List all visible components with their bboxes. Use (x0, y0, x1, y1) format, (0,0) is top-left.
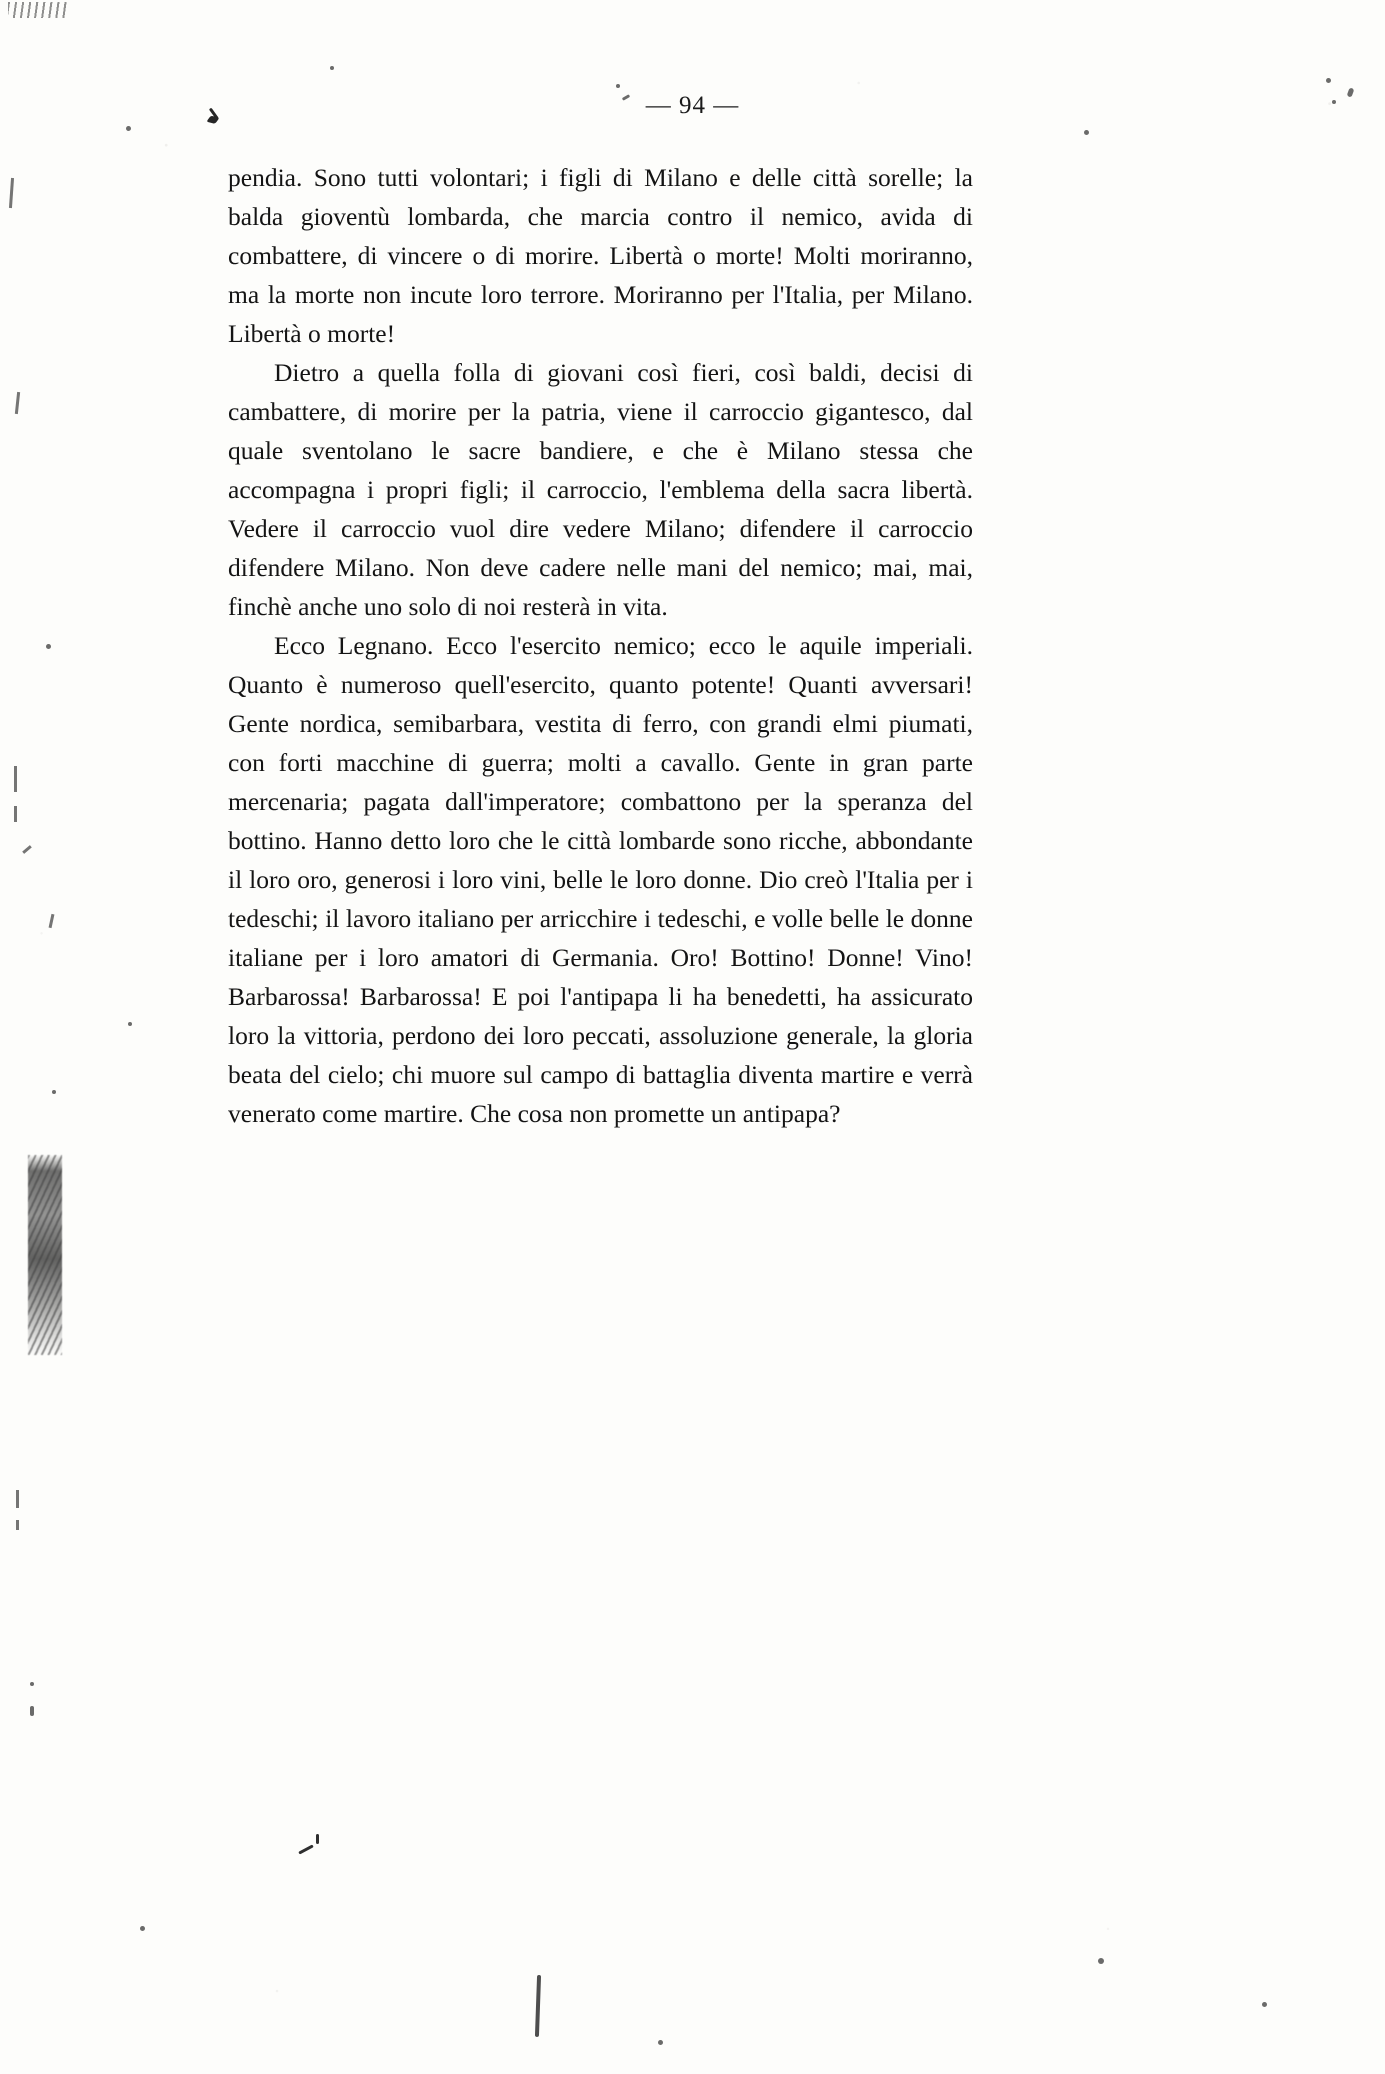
scan-artifact-hairline (14, 806, 17, 822)
scan-artifact-speck (658, 2040, 663, 2045)
scan-artifact-top-left (8, 2, 68, 18)
scan-artifact-speck (616, 84, 620, 88)
scan-artifact-speck (1098, 1958, 1104, 1964)
scan-artifact-hairline (16, 1490, 19, 1508)
scan-artifact-speck (46, 644, 51, 649)
scan-artifact-speck (330, 66, 334, 70)
scan-artifact-bottom-stroke (535, 1975, 541, 2037)
paragraph: Dietro a quella folla di giovani così fieri, così baldi, decisi di cambattere, di morire per la patria, viene il carroccio gigantesco, dal quale sventolano le sacre bandiere, e che è Milano stessa che accompagna i propri figli; il carroccio, l'emblema della sacra libertà. Vedere il carroccio vuol dire vedere Milano; difendere il carroccio difendere Milano. Non deve cadere nelle mani del nemico; mai, mai, finchè anche uno solo di noi resterà in vita. (228, 358, 973, 621)
scan-artifact-speck (30, 1682, 34, 1686)
scan-artifact-hairline (22, 845, 32, 854)
scan-artifact-speck (126, 126, 131, 131)
paragraph: Ecco Legnano. Ecco l'esercito nemico; ecco le aquile imperiali. Quanto è numeroso quell'esercito, quanto potente! Quanti avversari! Gente nordica, semibarbara, vestita di ferro, con grandi elmi piumati, con forti macchine di guerra; molti a cavallo. Gente in gran parte mercenaria; pagata dall'imperatore; combattono per la speranza del bottino. Hanno detto loro che le città lombarde sono ricche, abbondante il loro oro, generosi i loro vini, belle le loro donne. Dio creò l'Italia per i tedeschi; il lavoro italiano per arricchire i tedeschi, e volle belle le donne italiane per i loro amatori di Germania. Oro! Bottino! Donne! Vino! Barbarossa! Barbarossa! E poi l'antipapa li ha benedetti, ha assicurato loro la vittoria, perdono dei loro peccati, assoluzione generale, la gloria beata del cielo; chi muore sul campo di battaglia diventa martire e verrà venerato come martire. Che cosa non promette un antipapa? (228, 631, 973, 1128)
scan-artifact-speck (1326, 78, 1331, 83)
scan-artifact-speck (52, 1090, 56, 1094)
scan-artifact-pen-stroke (298, 1832, 324, 1858)
scan-artifact-hairline (9, 178, 14, 208)
scan-artifact-speck (1262, 2002, 1267, 2007)
scan-artifact-speck (1332, 100, 1336, 104)
body-text-column (228, 158, 973, 1133)
scan-artifact-speck (30, 1706, 34, 1716)
page-number: — 94 — (645, 92, 740, 119)
scan-artifact-hairline (15, 392, 20, 414)
scan-artifact-margin-smudge (28, 1155, 62, 1355)
scan-artifact-speck (140, 1926, 145, 1931)
scan-artifact-hairline (49, 914, 55, 928)
scan-artifact-hairline (14, 766, 17, 792)
paragraph: pendia. Sono tutti volontari; i figli di Milano e delle città sorelle; la balda gioventù lombarda, che marcia contro il nemico, avida di combattere, di vincere o di morire. Libertà o morte! Molti moriranno, ma la morte non incute loro terrore. Moriranno per l'Italia, per Milano. Libertà o morte! (228, 163, 973, 348)
scan-artifact-hairline (16, 1520, 19, 1530)
scan-artifact-speck (128, 1022, 132, 1026)
scan-artifact-speck (1084, 130, 1089, 135)
